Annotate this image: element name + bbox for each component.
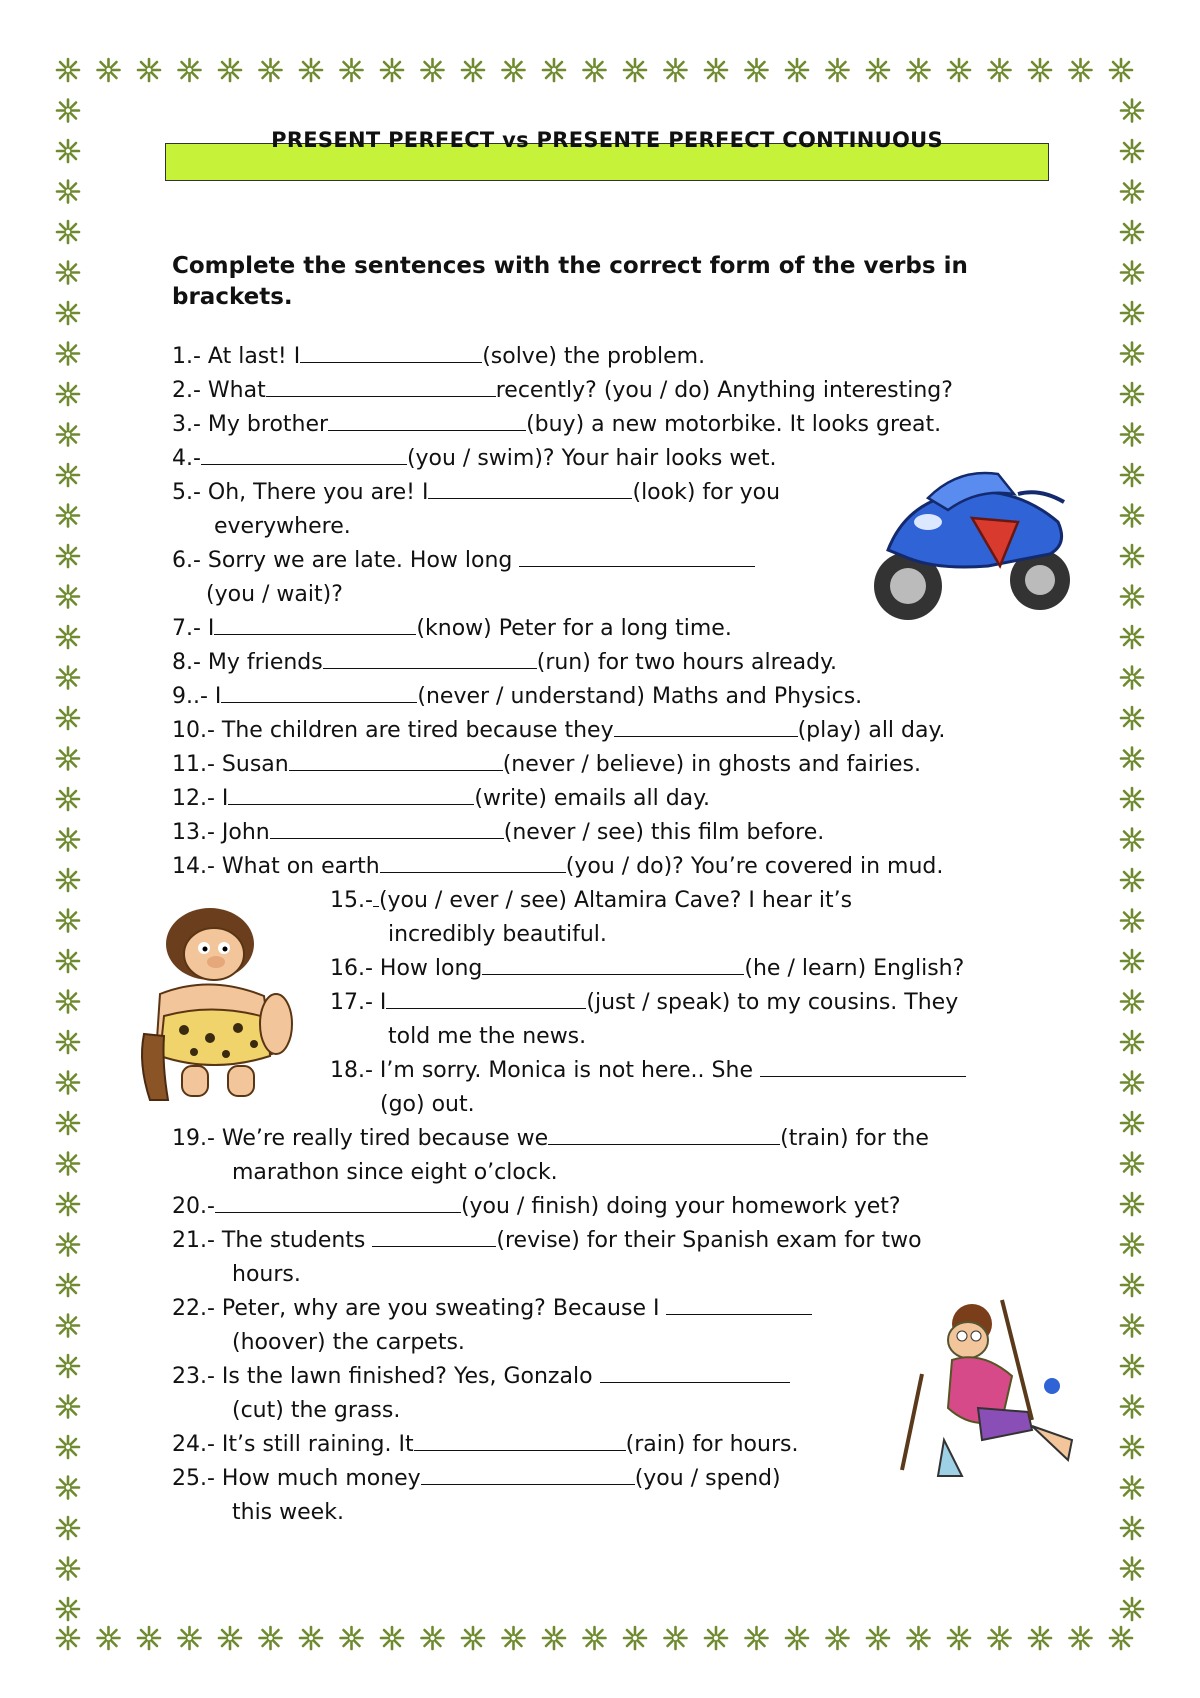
- exercise-item-6: 6.- Sorry we are late. How long (you / wait)?: [172, 544, 755, 612]
- answer-blank[interactable]: [214, 612, 416, 635]
- flower-border-icon: [1121, 788, 1143, 810]
- answer-blank[interactable]: [614, 714, 798, 737]
- exercise-item-22: 22.- Peter, why are you sweating? Because I (hoover) the carpets.: [172, 1292, 812, 1360]
- answer-blank[interactable]: [760, 1054, 966, 1077]
- flower-border-icon: [422, 59, 444, 81]
- flower-border-icon: [827, 1627, 849, 1649]
- flower-border-icon: [219, 1627, 241, 1649]
- flower-border-icon: [1121, 505, 1143, 527]
- flower-border-icon: [57, 464, 79, 486]
- flower-border-icon: [98, 1627, 120, 1649]
- flower-border-icon: [260, 1627, 282, 1649]
- exercise-item-11: 11.- Susan (never / believe) in ghosts and fairies.: [172, 748, 921, 782]
- answer-blank[interactable]: [328, 408, 526, 431]
- flower-border-icon: [1070, 1627, 1092, 1649]
- flower-border-icon: [57, 1436, 79, 1458]
- exercise-item-15: 15.- (you / ever / see) Altamira Cave? I hear it’s incredibly beautiful.: [330, 884, 852, 952]
- flower-border-icon: [1121, 707, 1143, 729]
- flower-border-icon: [543, 1627, 565, 1649]
- flower-border-icon: [57, 1072, 79, 1094]
- flower-border-icon: [138, 1627, 160, 1649]
- flower-border-icon: [57, 424, 79, 446]
- flower-border-icon: [503, 1627, 525, 1649]
- flower-border-icon: [219, 59, 241, 81]
- flower-border-icon: [57, 100, 79, 122]
- flower-border-icon: [908, 1627, 930, 1649]
- answer-blank[interactable]: [421, 1462, 635, 1485]
- flower-border-icon: [260, 59, 282, 81]
- answer-blank[interactable]: [270, 816, 504, 839]
- answer-blank[interactable]: [221, 680, 417, 703]
- answer-blank[interactable]: [323, 646, 537, 669]
- flower-border-icon: [57, 707, 79, 729]
- flower-border-icon: [57, 1396, 79, 1418]
- flower-border-icon: [989, 1627, 1011, 1649]
- flower-border-icon: [1121, 545, 1143, 567]
- flower-border-icon: [1110, 59, 1132, 81]
- exercise-item-16: 16.- How long (he / learn) English?: [330, 952, 964, 986]
- flower-border-icon: [1121, 1598, 1143, 1620]
- flower-border-icon: [422, 1627, 444, 1649]
- flower-border-icon: [1121, 1355, 1143, 1377]
- flower-border-icon: [57, 1274, 79, 1296]
- answer-blank[interactable]: [386, 986, 586, 1009]
- flower-border-icon: [1121, 464, 1143, 486]
- flower-border-icon: [57, 505, 79, 527]
- flower-border-icon: [57, 302, 79, 324]
- flower-border-icon: [57, 950, 79, 972]
- exercise-item-10: 10.- The children are tired because they (play) all day.: [172, 714, 945, 748]
- sweating-person-icon: [882, 1290, 1094, 1480]
- flower-border-icon: [57, 221, 79, 243]
- exercise-item-8: 8.- My friends (run) for two hours already.: [172, 646, 837, 680]
- exercise-item-9: 9..- I (never / understand) Maths and Physics.: [172, 680, 862, 714]
- flower-border-icon: [341, 59, 363, 81]
- flower-border-icon: [138, 59, 160, 81]
- flower-border-icon: [57, 545, 79, 567]
- flower-border-icon: [57, 262, 79, 284]
- flower-border-icon: [584, 59, 606, 81]
- flower-border-icon: [300, 1627, 322, 1649]
- answer-blank[interactable]: [372, 1224, 496, 1247]
- flower-border-icon: [1121, 586, 1143, 608]
- flower-border-icon: [989, 59, 1011, 81]
- answer-blank[interactable]: [519, 544, 755, 567]
- flower-border-icon: [1121, 1031, 1143, 1053]
- flower-border-icon: [57, 1627, 79, 1649]
- flower-border-icon: [705, 59, 727, 81]
- flower-border-icon: [1070, 59, 1092, 81]
- caveman-icon: [130, 904, 310, 1104]
- exercise-item-20: 20.- (you / finish) doing your homework yet?: [172, 1190, 901, 1224]
- answer-blank[interactable]: [548, 1122, 780, 1145]
- flower-border-icon: [1121, 1153, 1143, 1175]
- flower-border-icon: [1121, 424, 1143, 446]
- flower-border-icon: [462, 1627, 484, 1649]
- flower-border-icon: [341, 1627, 363, 1649]
- flower-border-icon: [1121, 221, 1143, 243]
- flower-border-icon: [665, 1627, 687, 1649]
- exercise-item-24: 24.- It’s still raining. It (rain) for hours.: [172, 1428, 798, 1462]
- flower-border-icon: [1029, 59, 1051, 81]
- flower-border-icon: [57, 667, 79, 689]
- flower-border-icon: [462, 59, 484, 81]
- answer-blank[interactable]: [266, 374, 496, 397]
- flower-border-icon: [1121, 140, 1143, 162]
- flower-border-icon: [57, 343, 79, 365]
- flower-border-icon: [57, 1234, 79, 1256]
- flower-border-icon: [1121, 1234, 1143, 1256]
- flower-border-icon: [1121, 667, 1143, 689]
- flower-border-icon: [300, 59, 322, 81]
- answer-blank[interactable]: [414, 1428, 626, 1451]
- flower-border-icon: [1121, 1517, 1143, 1539]
- exercise-item-21: 21.- The students (revise) for their Spanish exam for two hours.: [172, 1224, 922, 1292]
- flower-border-icon: [57, 869, 79, 891]
- flower-border-icon: [1121, 869, 1143, 891]
- flower-border-icon: [57, 383, 79, 405]
- flower-border-icon: [1121, 748, 1143, 770]
- flower-border-icon: [381, 1627, 403, 1649]
- flower-border-icon: [57, 1112, 79, 1134]
- exercise-item-2: 2.- What recently? (you / do) Anything interesting?: [172, 374, 953, 408]
- flower-border-icon: [57, 1598, 79, 1620]
- flower-border-icon: [57, 991, 79, 1013]
- flower-border-icon: [1121, 1315, 1143, 1337]
- flower-border-icon: [1121, 1112, 1143, 1134]
- flower-border-icon: [746, 1627, 768, 1649]
- answer-blank[interactable]: [201, 442, 407, 465]
- flower-border-icon: [57, 140, 79, 162]
- exercise-item-23: 23.- Is the lawn finished? Yes, Gonzalo (cut) the grass.: [172, 1360, 790, 1428]
- flower-border-icon: [624, 1627, 646, 1649]
- flower-border-icon: [57, 1355, 79, 1377]
- exercise-item-18: 18.- I’m sorry. Monica is not here.. She (go) out.: [330, 1054, 966, 1122]
- flower-border-icon: [948, 1627, 970, 1649]
- flower-border-icon: [1121, 626, 1143, 648]
- flower-border-icon: [665, 59, 687, 81]
- flower-border-icon: [1121, 1396, 1143, 1418]
- flower-border-icon: [179, 1627, 201, 1649]
- flower-border-icon: [1121, 100, 1143, 122]
- flower-border-icon: [1121, 181, 1143, 203]
- answer-blank[interactable]: [300, 340, 482, 363]
- flower-border-icon: [1121, 1274, 1143, 1296]
- flower-border-icon: [57, 788, 79, 810]
- flower-border-icon: [57, 910, 79, 932]
- flower-border-icon: [57, 1477, 79, 1499]
- flower-border-icon: [57, 586, 79, 608]
- flower-border-icon: [57, 181, 79, 203]
- flower-border-icon: [98, 59, 120, 81]
- flower-border-icon: [624, 59, 646, 81]
- flower-border-icon: [786, 1627, 808, 1649]
- flower-border-icon: [584, 1627, 606, 1649]
- answer-blank[interactable]: [666, 1292, 812, 1315]
- exercise-item-13: 13.- John (never / see) this film before.: [172, 816, 824, 850]
- flower-border-icon: [57, 626, 79, 648]
- flower-border-icon: [1121, 1436, 1143, 1458]
- flower-border-icon: [867, 1627, 889, 1649]
- exercise-item-7: 7.- I (know) Peter for a long time.: [172, 612, 732, 646]
- exercise-item-5: 5.- Oh, There you are! I (look) for you everywhere.: [172, 476, 780, 544]
- answer-blank[interactable]: [482, 952, 744, 975]
- flower-border-icon: [179, 59, 201, 81]
- flower-border-icon: [1121, 262, 1143, 284]
- flower-border-icon: [1121, 1072, 1143, 1094]
- answer-blank[interactable]: [228, 782, 474, 805]
- answer-blank[interactable]: [215, 1190, 461, 1213]
- flower-border-icon: [57, 748, 79, 770]
- answer-blank[interactable]: [380, 850, 566, 873]
- flower-border-icon: [1121, 829, 1143, 851]
- exercise-item-12: 12.- I (write) emails all day.: [172, 782, 710, 816]
- flower-border-icon: [948, 59, 970, 81]
- flower-border-icon: [57, 1315, 79, 1337]
- flower-border-icon: [827, 59, 849, 81]
- exercise-item-19: 19.- We’re really tired because we (train) for the marathon since eight o’clock.: [172, 1122, 929, 1190]
- page-title: PRESENT PERFECT vs PRESENTE PERFECT CONTINUOUS: [271, 128, 943, 152]
- exercise-item-17: 17.- I (just / speak) to my cousins. They told me the news.: [330, 986, 958, 1054]
- flower-border-icon: [867, 59, 889, 81]
- answer-blank[interactable]: [289, 748, 503, 771]
- exercise-item-1: 1.- At last! I (solve) the problem.: [172, 340, 705, 374]
- flower-border-icon: [543, 59, 565, 81]
- flower-border-icon: [57, 1031, 79, 1053]
- flower-border-icon: [908, 59, 930, 81]
- flower-border-icon: [1121, 302, 1143, 324]
- exercise-item-14: 14.- What on earth (you / do)? You’re covered in mud.: [172, 850, 943, 884]
- flower-border-icon: [1121, 1558, 1143, 1580]
- flower-border-icon: [1121, 1193, 1143, 1215]
- flower-border-icon: [1110, 1627, 1132, 1649]
- flower-border-icon: [1121, 343, 1143, 365]
- flower-border-icon: [1121, 1477, 1143, 1499]
- answer-blank[interactable]: [428, 476, 632, 499]
- flower-border-icon: [57, 1193, 79, 1215]
- flower-border-icon: [746, 59, 768, 81]
- flower-border-icon: [503, 59, 525, 81]
- flower-border-icon: [57, 1558, 79, 1580]
- exercise-item-25: 25.- How much money (you / spend) this week.: [172, 1462, 781, 1530]
- flower-border-icon: [786, 59, 808, 81]
- flower-border-icon: [57, 829, 79, 851]
- flower-border-icon: [57, 1153, 79, 1175]
- exercise-item-4: 4.- (you / swim)? Your hair looks wet.: [172, 442, 777, 476]
- flower-border-icon: [1121, 383, 1143, 405]
- flower-border-icon: [1121, 910, 1143, 932]
- exercise-item-3: 3.- My brother (buy) a new motorbike. It looks great.: [172, 408, 941, 442]
- flower-border-icon: [1121, 950, 1143, 972]
- flower-border-icon: [1029, 1627, 1051, 1649]
- flower-border-icon: [1121, 991, 1143, 1013]
- instructions: Complete the sentences with the correct form of the verbs in brackets.: [172, 253, 968, 310]
- flower-border-icon: [57, 59, 79, 81]
- flower-border-icon: [57, 1517, 79, 1539]
- flower-border-icon: [381, 59, 403, 81]
- flower-border-icon: [705, 1627, 727, 1649]
- answer-blank[interactable]: [600, 1360, 790, 1383]
- motorbike-icon: [868, 458, 1080, 628]
